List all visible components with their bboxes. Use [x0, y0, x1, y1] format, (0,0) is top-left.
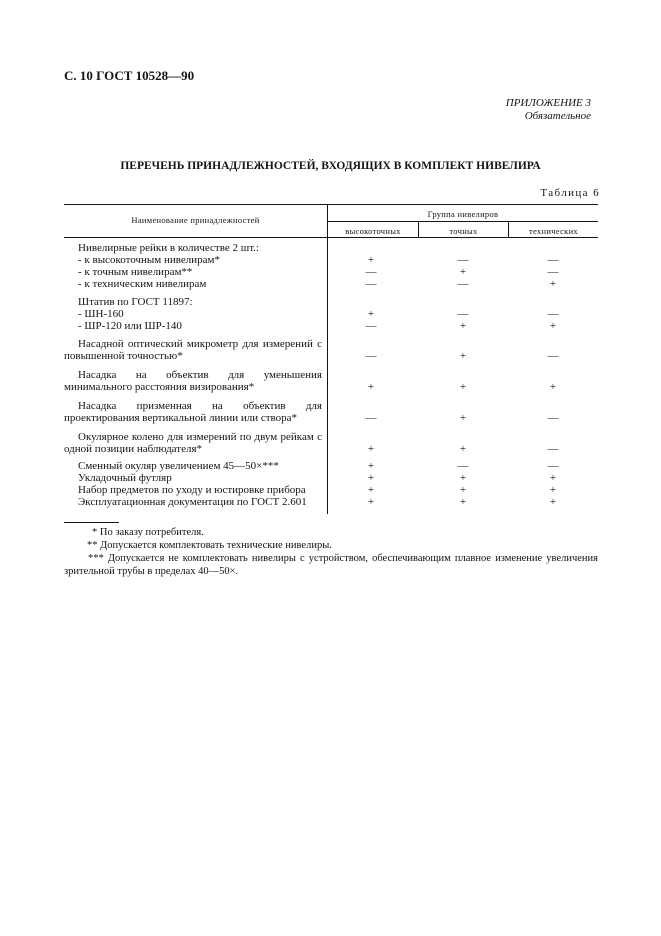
- accessories-table: [64, 204, 598, 514]
- mark-technical: —: [547, 254, 559, 266]
- row-name: - к точным нивелирам**: [78, 266, 193, 278]
- mark-high-precision: +: [367, 381, 375, 393]
- mark-precision: +: [459, 381, 467, 393]
- mark-high-precision: +: [367, 496, 375, 508]
- appendix-status: Обязательное: [524, 110, 591, 122]
- mark-high-precision: +: [367, 472, 375, 484]
- appendix-title: ПРИЛОЖЕНИЕ 3: [505, 97, 591, 109]
- mark-high-precision: +: [367, 460, 375, 472]
- mark-precision: +: [459, 412, 467, 424]
- footnote-rule: [64, 522, 119, 523]
- row-name: Эксплуатационная документация по ГОСТ 2.601: [78, 496, 307, 508]
- mark-precision: —: [457, 308, 469, 320]
- mark-high-precision: —: [365, 320, 377, 332]
- mark-precision: +: [459, 496, 467, 508]
- group-header-rule: [327, 221, 598, 222]
- column-header-name: Наименование принадлежностей: [131, 215, 260, 225]
- mark-technical: —: [547, 412, 559, 424]
- row-name: Насадной оптический микрометр для измерений с повышенной точностью*: [64, 338, 322, 362]
- column-header-precision: точных: [449, 226, 478, 236]
- row-name: Окулярное колено для измерений по двум рейкам с одной позиции наблюдателя*: [64, 431, 322, 455]
- row-name: Штатив по ГОСТ 11897:: [78, 296, 193, 308]
- table-top-rule: [64, 204, 598, 205]
- mark-high-precision: —: [365, 266, 377, 278]
- row-name: Насадка на объектив для уменьшения минимального расстояния визирования*: [64, 369, 322, 393]
- mark-precision: +: [459, 484, 467, 496]
- mark-technical: +: [549, 381, 557, 393]
- column-header-group: Группа нивелиров: [427, 209, 499, 219]
- row-name: Набор предметов по уходу и юстировке прибора: [78, 484, 306, 496]
- table-label: Таблица 6: [540, 187, 600, 199]
- row-name: - к высокоточным нивелирам*: [78, 254, 221, 266]
- row-name: Укладочный футляр: [78, 472, 172, 484]
- appendix-block: [506, 97, 591, 123]
- mark-technical: —: [547, 460, 559, 472]
- row-name: - ШН-160: [78, 308, 124, 320]
- row-name: - к техническим нивелирам: [78, 278, 207, 290]
- footnote-1: * По заказу потребителя.: [92, 527, 204, 538]
- mark-technical: +: [549, 496, 557, 508]
- mark-high-precision: —: [365, 350, 377, 362]
- footnote-2: ** Допускается комплектовать технические нивелиры.: [87, 540, 332, 551]
- body-vertical-rule: [327, 238, 328, 514]
- mark-technical: —: [547, 443, 559, 455]
- row-name: Насадка призменная на объектив для проектирования вертикальной линии или створа*: [64, 400, 322, 424]
- row-name: Сменный окуляр увеличением 45—50×***: [78, 460, 279, 472]
- mark-precision: +: [459, 443, 467, 455]
- mark-precision: +: [459, 472, 467, 484]
- mark-technical: +: [549, 278, 557, 290]
- page-header: С. 10 ГОСТ 10528—90: [64, 68, 195, 83]
- mark-technical: +: [549, 320, 557, 332]
- mark-high-precision: +: [367, 254, 375, 266]
- mark-technical: +: [549, 484, 557, 496]
- mark-precision: +: [459, 350, 467, 362]
- document-title: ПЕРЕЧЕНЬ ПРИНАДЛЕЖНОСТЕЙ, ВХОДЯЩИХ В КОМПЛЕКТ НИВЕЛИРА: [120, 160, 541, 172]
- column-header-technical: технических: [529, 226, 578, 236]
- header-bottom-rule: [64, 237, 598, 238]
- column-header-high-precision: высокоточных: [345, 226, 401, 236]
- mark-precision: —: [457, 254, 469, 266]
- mark-precision: +: [459, 266, 467, 278]
- mark-high-precision: +: [367, 484, 375, 496]
- mark-technical: —: [547, 350, 559, 362]
- mark-high-precision: +: [367, 443, 375, 455]
- mark-precision: —: [457, 278, 469, 290]
- mark-technical: —: [547, 308, 559, 320]
- mark-precision: —: [457, 460, 469, 472]
- mark-high-precision: —: [365, 278, 377, 290]
- mark-high-precision: —: [365, 412, 377, 424]
- footnote-3: *** Допускается не комплектовать нивелиры с устройством, обеспечивающим плавное изменение увеличения зрительной трубы в пределах 40—50×.: [64, 553, 598, 577]
- mark-high-precision: +: [367, 308, 375, 320]
- mark-precision: +: [459, 320, 467, 332]
- mark-technical: —: [547, 266, 559, 278]
- mark-technical: +: [549, 472, 557, 484]
- row-name: - ШР-120 или ШР-140: [78, 320, 182, 332]
- row-name: Нивелирные рейки в количестве 2 шт.:: [78, 242, 259, 254]
